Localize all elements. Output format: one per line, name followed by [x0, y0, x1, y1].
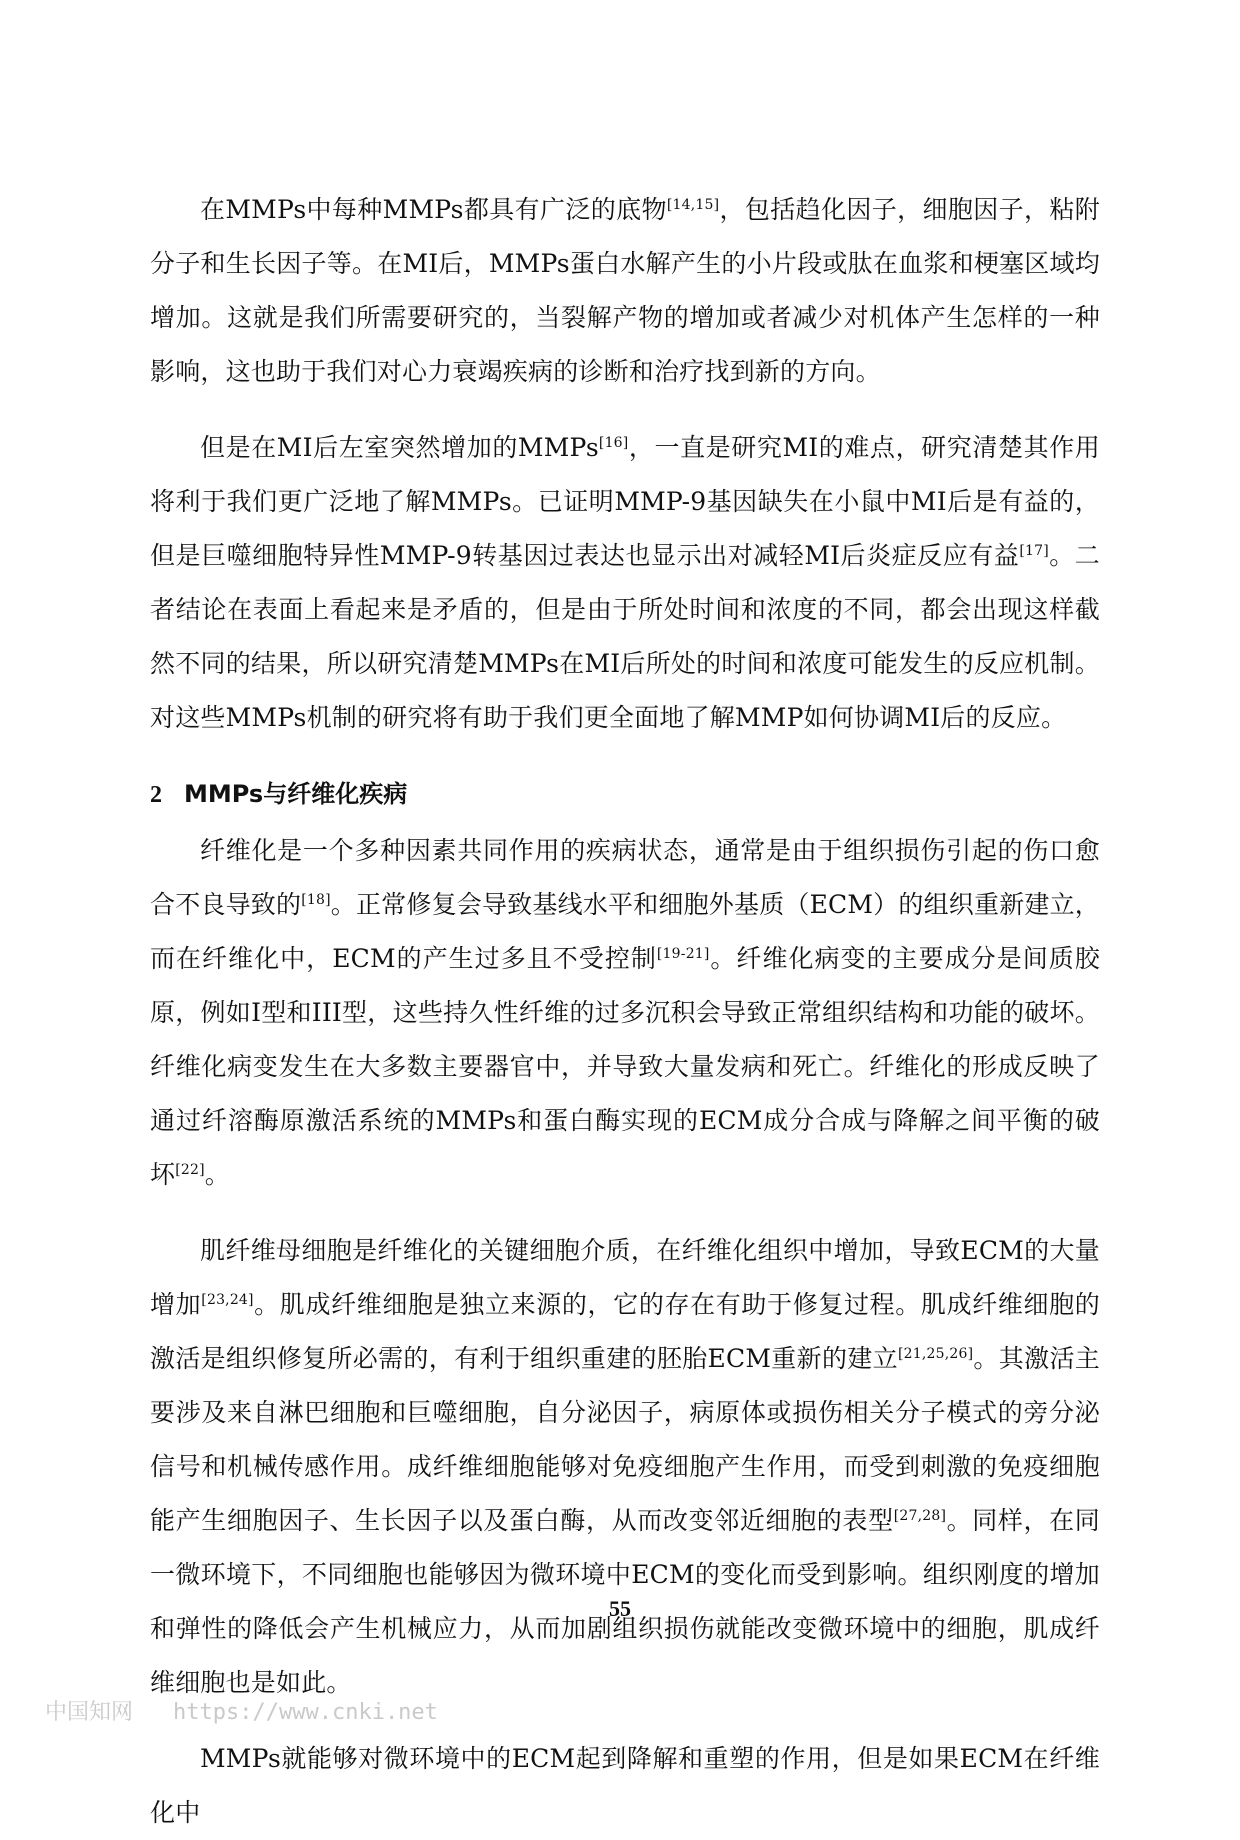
citation-superscript: [27,28] [893, 1508, 947, 1524]
paragraph-1: 在MMPs中每种MMPs都具有广泛的底物[14,15]，包括趋化因子，细胞因子，粘附分子和生长因子等。在MI后，MMPs蛋白水解产生的小片段或肽在血浆和梗塞区域均增加。这就是我们所需要研究的，当裂解产物的增加或者减少对机体产生怎样的一种影响，这也助于我们对心力衰竭疾病的诊断和治疗找到新的方向。 [150, 195, 1100, 386]
paragraph-2: 但是在MI后左室突然增加的MMPs[16]，一直是研究MI的难点，研究清楚其作用将利于我们更广泛地了解MMPs。已证明MMP-9基因缺失在小鼠中MI后是有益的，但是巨噬细胞特异性MMP-9转基因过表达也显示出对减轻MI后炎症反应有益[17]。二者结论在表面上看起来是矛盾的，但是由于所处时间和浓度的不同，都会出现这样截然不同的结果，所以研究清楚MMPs在MI后所处的时间和浓度可能发生的反应机制。对这些MMPs机制的研究将有助于我们更全面地了解MMP如何协调MI后的反应。 [150, 433, 1100, 732]
citation-superscript: [23,24] [201, 1292, 254, 1308]
paragraph-3: 纤维化是一个多种因素共同作用的疾病状态，通常是由于组织损伤引起的伤口愈合不良导致的[18]。正常修复会导致基线水平和细胞外基质（ECM）的组织重新建立，而在纤维化中，ECM的产生过多且不受控制[19-21]。纤维化病变的主要成分是间质胶原，例如I型和III型，这些持久性纤维的过多沉积会导致正常组织结构和功能的破坏。纤维化病变发生在大多数主要器官中，并导致大量发病和死亡。纤维化的形成反映了通过纤溶酶原激活系统的MMPs和蛋白酶实现的ECM成分合成与降解之间平衡的破坏[22]。 [150, 836, 1100, 1189]
footer-watermark [45, 1695, 438, 1726]
paragraph-4: 肌纤维母细胞是纤维化的关键细胞介质，在纤维化组织中增加，导致ECM的大量增加[23,24]。肌成纤维细胞是独立来源的，它的存在有助于修复过程。肌成纤维细胞的激活是组织修复所必需的，有利于组织重建的胚胎ECM重新的建立[21,25,26]。其激活主要涉及来自淋巴细胞和巨噬细胞，自分泌因子，病原体或损伤相关分子模式的旁分泌信号和机械传感作用。成纤维细胞能够对免疫细胞产生作用，而受到刺激的免疫细胞能产生细胞因子、生长因子以及蛋白酶，从而改变邻近细胞的表型[27,28]。同样，在同一微环境下，不同细胞也能够因为微环境中ECM的变化而受到影响。组织刚度的增加和弹性的降低会产生机械应力，从而加剧组织损伤就能改变微环境中的细胞，肌成纤维细胞也是如此。 [150, 1236, 1100, 1697]
citation-superscript: [14,15] [666, 197, 720, 213]
citation-superscript: [17] [1019, 543, 1049, 559]
section-number: 2 [150, 782, 162, 808]
paragraph-5: MMPs就能够对微环境中的ECM起到降解和重塑的作用，但是如果ECM在纤维化中 [150, 1744, 1100, 1827]
page-number: 55 [609, 1596, 631, 1621]
citation-superscript: [21,25,26] [897, 1346, 974, 1362]
citation-superscript: [16] [598, 435, 629, 451]
watermark-site-name: 中国知网 [45, 1700, 134, 1725]
section-title: MMPs与纤维化疾病 [184, 780, 408, 808]
citation-superscript: [22] [175, 1162, 205, 1178]
body-text [150, 183, 1100, 1840]
section-heading [150, 767, 1100, 822]
citation-superscript: [18] [301, 892, 331, 908]
citation-superscript: [19-21] [656, 946, 710, 962]
watermark-url: https://www.cnki.net [173, 1700, 438, 1725]
